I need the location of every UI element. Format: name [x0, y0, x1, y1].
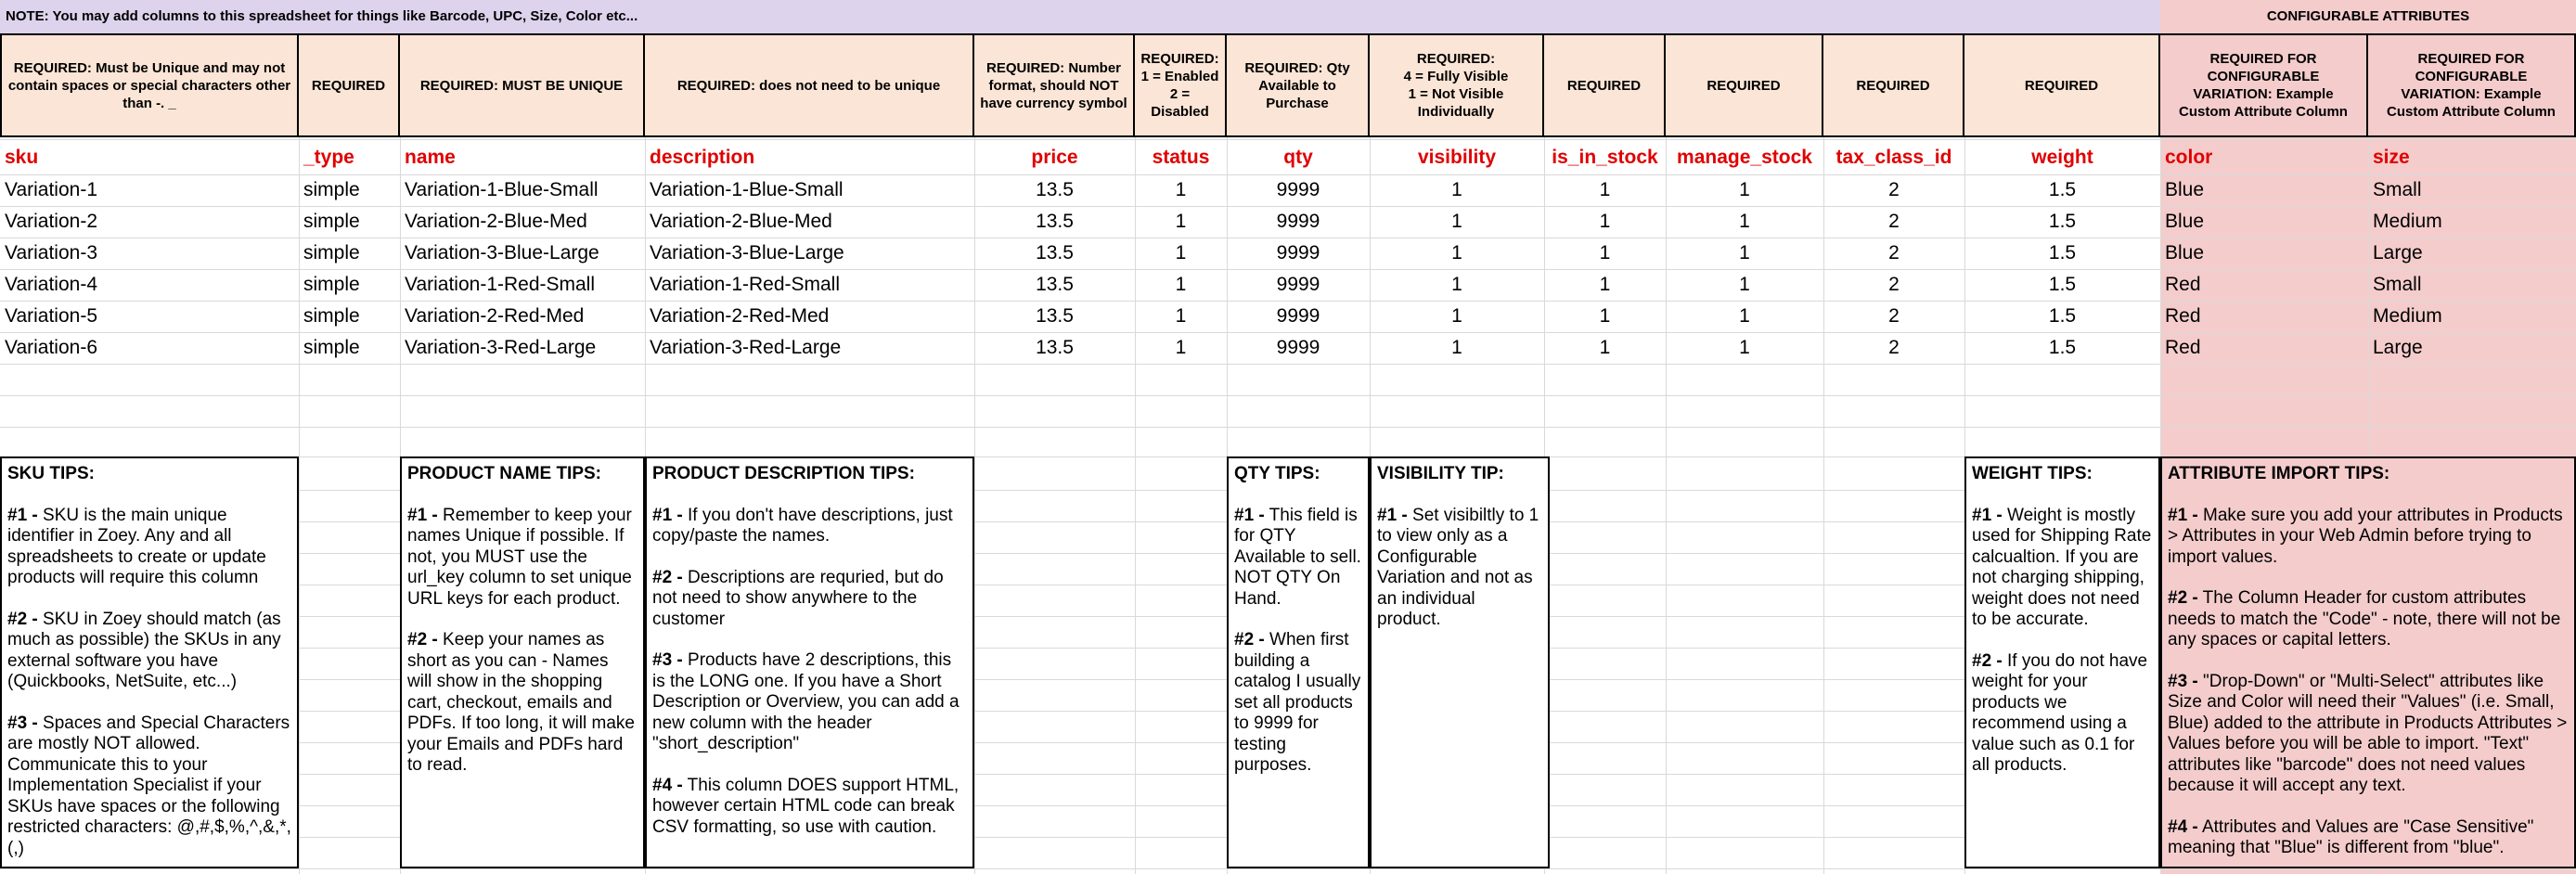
note-text: NOTE: You may add columns to this spreadsheet for things like Barcode, UPC, Size, Color etc...	[6, 8, 638, 24]
column-header-size[interactable]: size	[2373, 147, 2410, 168]
column-header-manage_stock[interactable]: manage_stock	[1677, 147, 1812, 168]
cell-tax_class_id[interactable]: 2	[1888, 179, 1900, 200]
cell-status[interactable]: 1	[1175, 179, 1187, 200]
cell-manage_stock[interactable]: 1	[1739, 274, 1750, 295]
cell-visibility[interactable]: 1	[1451, 274, 1462, 295]
requirement-text: REQUIRED	[311, 77, 386, 94]
requirement-price	[974, 33, 1135, 137]
cell-color[interactable]: Red	[2165, 274, 2201, 295]
requirement-visibility	[1370, 33, 1544, 137]
requirement-text: REQUIRED: MUST BE UNIQUE	[419, 77, 624, 94]
column-header-color[interactable]: color	[2165, 147, 2213, 168]
tips-title: SKU TIPS:	[7, 464, 95, 483]
requirement-sku	[0, 33, 299, 137]
cell-is_in_stock[interactable]: 1	[1599, 211, 1611, 232]
tip-item: #2 - Keep your names as short as you can - Names will show in the shopping cart, checkout, emails and PDFs. If too long, it will make your Emails and PDFs hard to read.	[407, 630, 635, 775]
cell-sku[interactable]: Variation-5	[5, 305, 97, 327]
cell-name[interactable]: Variation-1-Red-Small	[405, 274, 596, 295]
column-header-sku[interactable]: sku	[5, 147, 39, 168]
cell-weight[interactable]: 1.5	[2048, 211, 2077, 232]
requirement-is_in_stock	[1544, 33, 1666, 137]
cell-sku[interactable]: Variation-6	[5, 337, 97, 358]
column-header-description[interactable]: description	[650, 147, 755, 168]
cell-qty[interactable]: 9999	[1276, 337, 1320, 358]
column-header-status[interactable]: status	[1152, 147, 1210, 168]
tip-number: #4 -	[652, 775, 683, 795]
cell-status[interactable]: 1	[1175, 305, 1187, 327]
cell-size[interactable]: Medium	[2373, 211, 2442, 232]
cell-visibility[interactable]: 1	[1451, 305, 1462, 327]
tips-title: QTY TIPS:	[1234, 464, 1320, 483]
tips-box-sku	[0, 456, 299, 868]
tip-number: #1 -	[7, 505, 38, 525]
tip-number: #2 -	[652, 567, 683, 587]
requirement-manage_stock	[1666, 33, 1823, 137]
cell-qty[interactable]: 9999	[1276, 211, 1320, 232]
tips-box-name	[400, 456, 645, 868]
cell-description[interactable]: Variation-1-Red-Small	[650, 274, 841, 295]
cell-manage_stock[interactable]: 1	[1739, 305, 1750, 327]
tip-item: #1 - This field is for QTY Available to sell. NOT QTY On Hand.	[1234, 505, 1361, 609]
cell-description[interactable]: Variation-3-Red-Large	[650, 337, 842, 358]
cell-price[interactable]: 13.5	[1036, 274, 1074, 295]
requirement-text: REQUIRED	[1856, 77, 1930, 94]
tips-title: VISIBILITY TIP:	[1377, 464, 1504, 483]
tip-number: #2 -	[7, 609, 38, 629]
cell-is_in_stock[interactable]: 1	[1599, 337, 1611, 358]
cell-status[interactable]: 1	[1175, 211, 1187, 232]
tip-item: #1 - Make sure you add your attributes in Products > Attributes in your Web Admin before trying to import values.	[2168, 505, 2563, 567]
cell-qty[interactable]: 9999	[1276, 274, 1320, 295]
tip-item: #1 - Remember to keep your names Unique if possible. If not, you MUST use the url_key column to set unique URL keys for each product.	[407, 505, 632, 609]
tip-item: #2 - Descriptions are requried, but do not need to show anywhere to the customer	[652, 567, 944, 629]
cell-size[interactable]: Large	[2373, 337, 2423, 358]
tip-number: #3 -	[7, 713, 38, 733]
requirement-color	[2160, 33, 2368, 137]
tip-number: #2 -	[407, 630, 438, 649]
cell-weight[interactable]: 1.5	[2048, 337, 2077, 358]
cell-color[interactable]: Red	[2165, 305, 2201, 327]
cell-sku[interactable]: Variation-1	[5, 179, 97, 200]
tip-item: #2 - If you do not have weight for your products we recommend using a value such as 0.1 for all products.	[1972, 650, 2148, 775]
cell-manage_stock[interactable]: 1	[1739, 179, 1750, 200]
tips-title: PRODUCT DESCRIPTION TIPS:	[652, 464, 915, 483]
column-header-qty[interactable]: qty	[1283, 147, 1313, 168]
cell-status[interactable]: 1	[1175, 242, 1187, 263]
cell-weight[interactable]: 1.5	[2048, 274, 2077, 295]
cell-qty[interactable]: 9999	[1276, 242, 1320, 263]
requirement-text: REQUIRED FOR CONFIGURABLE VARIATION: Example Custom Attribute Column	[2387, 51, 2556, 120]
cell-name[interactable]: Variation-2-Red-Med	[405, 305, 585, 327]
tips-box-attribute	[2160, 456, 2576, 868]
tip-item: #4 - Attributes and Values are "Case Sensitive" meaning that "Blue" is different from "blue".	[2168, 816, 2534, 857]
cell-color[interactable]: Blue	[2165, 242, 2205, 263]
cell-name[interactable]: Variation-3-Red-Large	[405, 337, 597, 358]
column-header-visibility[interactable]: visibility	[1417, 147, 1497, 168]
cell-weight[interactable]: 1.5	[2048, 242, 2077, 263]
cell-tax_class_id[interactable]: 2	[1888, 242, 1900, 263]
cell-visibility[interactable]: 1	[1451, 179, 1462, 200]
cell-name[interactable]: Variation-2-Blue-Med	[405, 211, 587, 232]
tip-item: #1 - SKU is the main unique identifier in Zoey. Any and all spreadsheets to create or update products will require this column	[7, 505, 266, 587]
cell-description[interactable]: Variation-1-Blue-Small	[650, 179, 844, 200]
column-header-is_in_stock[interactable]: is_in_stock	[1552, 147, 1658, 168]
cell-tax_class_id[interactable]: 2	[1888, 274, 1900, 295]
requirement-text: REQUIRED: does not need to be unique	[676, 77, 941, 94]
column-header-name[interactable]: name	[405, 147, 456, 168]
cell-tax_class_id[interactable]: 2	[1888, 337, 1900, 358]
tip-item: #3 - Spaces and Special Characters are mostly NOT allowed. Communicate this to your Implementation Specialist if your SKUs have spaces or the following restricted characters: @,#,$,%,^,&,*,(,)	[7, 713, 291, 858]
requirement-_type	[299, 33, 400, 137]
cell-color[interactable]: Blue	[2165, 179, 2205, 200]
tip-item: #3 - Products have 2 descriptions, this is the LONG one. If you have a Short Description or Overview, you can add a new column with the header "short_description"	[652, 650, 960, 753]
cell-visibility[interactable]: 1	[1451, 211, 1462, 232]
cell-size[interactable]: Small	[2373, 179, 2422, 200]
cell-size[interactable]: Medium	[2373, 305, 2442, 327]
requirement-weight	[1964, 33, 2160, 137]
cell-_type[interactable]: simple	[303, 274, 360, 295]
cell-is_in_stock[interactable]: 1	[1599, 274, 1611, 295]
cell-manage_stock[interactable]: 1	[1739, 242, 1750, 263]
cell-size[interactable]: Small	[2373, 274, 2422, 295]
column-header-weight[interactable]: weight	[2031, 147, 2093, 168]
tips-title: ATTRIBUTE IMPORT TIPS:	[2168, 464, 2390, 483]
configurable-attributes-header: CONFIGURABLE ATTRIBUTES	[2266, 8, 2470, 24]
cell-price[interactable]: 13.5	[1036, 211, 1074, 232]
cell-sku[interactable]: Variation-2	[5, 211, 97, 232]
column-header-_type[interactable]: _type	[303, 147, 354, 168]
cell-qty[interactable]: 9999	[1276, 179, 1320, 200]
tip-number: #1 -	[652, 505, 683, 525]
cell-sku[interactable]: Variation-3	[5, 242, 97, 263]
tip-number: #2 -	[1234, 630, 1265, 649]
requirement-text: REQUIRED: 1 = Enabled 2 = Disabled	[1140, 51, 1219, 120]
requirement-text: REQUIRED: 4 = Fully Visible 1 = Not Visible Individually	[1403, 51, 1509, 120]
tip-item: #1 - Weight is mostly used for Shipping Rate calcualtion. If you are not charging shipping, weight does not need to be accurate.	[1972, 505, 2152, 629]
cell-name[interactable]: Variation-3-Blue-Large	[405, 242, 599, 263]
tips-box-qty	[1227, 456, 1370, 868]
tip-item: #2 - SKU in Zoey should match (as much as possible) the SKUs in any external software you have (Quickbooks, NetSuite, etc...)	[7, 609, 281, 691]
cell-_type[interactable]: simple	[303, 242, 360, 263]
cell-is_in_stock[interactable]: 1	[1599, 242, 1611, 263]
requirement-text: REQUIRED: Number format, should NOT have currency symbol	[980, 59, 1127, 111]
requirement-text: REQUIRED	[1707, 77, 1781, 94]
requirement-text: REQUIRED FOR CONFIGURABLE VARIATION: Example Custom Attribute Column	[2179, 51, 2348, 120]
cell-status[interactable]: 1	[1175, 337, 1187, 358]
tip-item: #1 - Set visibiltly to 1 to view only as a Configurable Variation and not as an individual product.	[1377, 505, 1539, 629]
requirement-qty	[1227, 33, 1370, 137]
tip-number: #2 -	[1972, 650, 2003, 671]
requirement-text: REQUIRED: Must be Unique and may not contain spaces or special characters other than -. _	[7, 59, 291, 111]
tip-number: #2 -	[2168, 588, 2198, 608]
cell-price[interactable]: 13.5	[1036, 305, 1074, 327]
tip-item: #4 - This column DOES support HTML, however certain HTML code can break CSV formatting, so use with caution.	[652, 775, 960, 837]
tip-number: #1 -	[407, 505, 438, 525]
grid-row-line	[0, 427, 2576, 428]
cell-manage_stock[interactable]: 1	[1739, 337, 1750, 358]
requirement-size	[2368, 33, 2576, 137]
cell-color[interactable]: Blue	[2165, 211, 2205, 232]
cell-_type[interactable]: simple	[303, 179, 360, 200]
cell-qty[interactable]: 9999	[1276, 305, 1320, 327]
cell-weight[interactable]: 1.5	[2048, 179, 2077, 200]
cell-status[interactable]: 1	[1175, 274, 1187, 295]
tip-number: #4 -	[2168, 816, 2198, 837]
cell-_type[interactable]: simple	[303, 305, 360, 327]
tip-number: #3 -	[652, 650, 683, 670]
tips-box-weight	[1964, 456, 2160, 868]
cell-price[interactable]: 13.5	[1036, 242, 1074, 263]
cell-size[interactable]: Large	[2373, 242, 2423, 263]
tips-box-description	[645, 456, 974, 868]
tip-number: #1 -	[1234, 505, 1265, 525]
cell-is_in_stock[interactable]: 1	[1599, 179, 1611, 200]
grid-row-line	[0, 364, 2576, 365]
tip-item: #1 - If you don't have descriptions, just copy/paste the names.	[652, 505, 953, 546]
cell-weight[interactable]: 1.5	[2048, 305, 2077, 327]
cell-name[interactable]: Variation-1-Blue-Small	[405, 179, 599, 200]
cell-is_in_stock[interactable]: 1	[1599, 305, 1611, 327]
grid-row-line	[0, 395, 2576, 396]
tip-number: #1 -	[1377, 505, 1408, 525]
requirement-tax_class_id	[1823, 33, 1964, 137]
requirement-status	[1135, 33, 1227, 137]
requirement-text: REQUIRED	[1566, 77, 1642, 94]
tips-title: WEIGHT TIPS:	[1972, 464, 2093, 483]
cell-visibility[interactable]: 1	[1451, 337, 1462, 358]
cell-_type[interactable]: simple	[303, 211, 360, 232]
cell-description[interactable]: Variation-2-Blue-Med	[650, 211, 832, 232]
tip-number: #1 -	[1972, 505, 2003, 525]
tips-box-visibility	[1370, 456, 1550, 868]
cell-_type[interactable]: simple	[303, 337, 360, 358]
cell-sku[interactable]: Variation-4	[5, 274, 97, 295]
tip-number: #1 -	[2168, 505, 2198, 525]
tip-item: #2 - The Column Header for custom attributes needs to match the "Code" - note, there will not be any spaces or capital letters.	[2168, 588, 2561, 649]
tip-item: #2 - When first building a catalog I usually set all products to 9999 for testing purposes.	[1234, 630, 1361, 775]
requirement-text: REQUIRED	[2024, 77, 2099, 94]
tips-title: PRODUCT NAME TIPS:	[407, 464, 601, 483]
cell-color[interactable]: Red	[2165, 337, 2201, 358]
tip-item: #3 - "Drop-Down" or "Multi-Select" attributes like Size and Color will need their "Values" (i.e. Small, Blue) added to the attribute in Products Attributes > Values before you will be able to import. "Text" attributes like "barcode" does not need values because it will accept any text.	[2168, 671, 2568, 795]
cell-visibility[interactable]: 1	[1451, 242, 1462, 263]
grid-row-line	[0, 868, 2576, 869]
requirement-description	[645, 33, 974, 137]
cell-description[interactable]: Variation-2-Red-Med	[650, 305, 830, 327]
cell-price[interactable]: 13.5	[1036, 337, 1074, 358]
column-header-tax_class_id[interactable]: tax_class_id	[1835, 147, 1952, 168]
requirement-name	[400, 33, 645, 137]
column-header-price[interactable]: price	[1031, 147, 1078, 168]
tip-number: #3 -	[2168, 671, 2198, 691]
cell-tax_class_id[interactable]: 2	[1888, 211, 1900, 232]
requirement-text: REQUIRED: Qty Available to Purchase	[1244, 59, 1350, 111]
cell-tax_class_id[interactable]: 2	[1888, 305, 1900, 327]
cell-price[interactable]: 13.5	[1036, 179, 1074, 200]
cell-description[interactable]: Variation-3-Blue-Large	[650, 242, 844, 263]
cell-manage_stock[interactable]: 1	[1739, 211, 1750, 232]
